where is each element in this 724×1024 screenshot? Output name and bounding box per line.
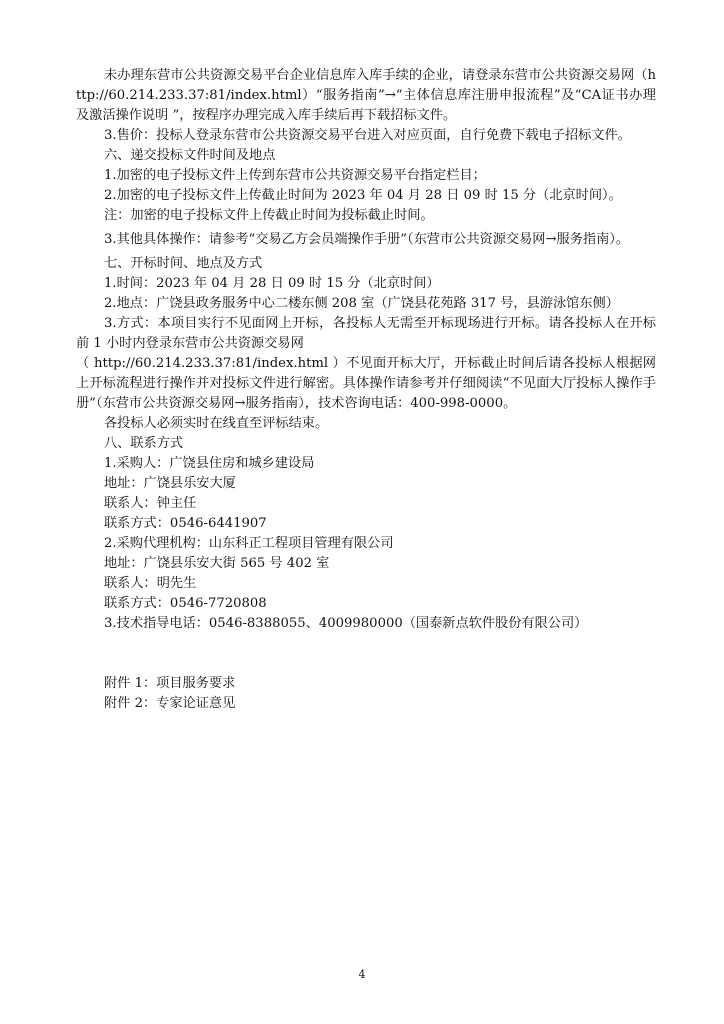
paragraph-opening-method: 3.方式：本项目实行不见面网上开标，各投标人无需至开标现场进行开标。请各投标人在开标前 1 小时内登录东营市公共资源交易网 (76, 316, 656, 351)
contact-technical-support: 3.技术指导电话：0546-8388055、4009980000（国泰新点软件股份有限公司） (104, 616, 588, 631)
paragraph-upload-deadline: 2.加密的电子投标文件上传截止时间为 2023 年 04 月 28 日 09 时 15 分（北京时间）。 (104, 188, 622, 203)
contact-agency: 2.采购代理机构：山东科正工程项目管理有限公司 (104, 536, 394, 551)
attachment-2: 附件 2：专家论证意见 (104, 696, 236, 711)
contact-agency-person: 联系人：明先生 (104, 576, 197, 591)
section-heading-7: 七、开标时间、地点及方式 (104, 256, 263, 271)
paragraph-online-requirement: 各投标人必须实时在线直至评标结束。 (104, 416, 329, 431)
section-heading-6: 六、递交投标文件时间及地点 (104, 148, 276, 163)
contact-purchaser: 1.采购人：广饶县住房和城乡建设局 (104, 456, 315, 471)
section-heading-8: 八、联系方式 (104, 436, 184, 451)
paragraph-registration-notice: 未办理东营市公共资源交易平台企业信息库入库手续的企业，请登录东营市公共资源交易网（http://60.214.233.37:81/index.html）“服务指南”→“主体信息库注册申报流程”及“CA证书办理及激活操作说明 ”，按程序办理完成入库手续后再下载招标文件。 (76, 68, 656, 123)
paragraph-deadline-note: 注：加密的电子投标文件上传截止时间为投标截止时间。 (104, 208, 434, 223)
attachment-1: 附件 1：项目服务要求 (104, 676, 236, 691)
paragraph-opening-location: 2.地点：广饶县政务服务中心二楼东侧 208 室（广饶县花苑路 317 号，县游泳馆东侧） (104, 296, 619, 311)
contact-agency-phone: 联系方式：0546-7720808 (104, 596, 267, 611)
paragraph-opening-time: 1.时间：2023 年 04 月 28 日 09 时 15 分（北京时间） (104, 276, 440, 291)
contact-purchaser-address: 地址：广饶县乐安大厦 (104, 476, 236, 491)
contact-purchaser-person: 联系人：钟主任 (104, 496, 197, 511)
paragraph-online-hall: （ http://60.214.233.37:81/index.html ）不见面开标大厅，开标截止时间后请各投标人根据网上开标流程进行操作并对投标文件进行解密。具体操作请参考并仔细阅读“不见面大厅投标人操作手册”（东营市公共资源交易网→服务指南），技术咨询电话：400-998-0000。 (76, 356, 656, 411)
paragraph-price: 3.售价：投标人登录东营市公共资源交易平台进入对应页面，自行免费下载电子招标文件。 (104, 128, 631, 143)
paragraph-other-operations: 3.其他具体操作：请参考“交易乙方会员端操作手册”（东营市公共资源交易网→服务指南）。 (104, 232, 630, 247)
page-number: 4 (358, 968, 366, 981)
document-body (76, 66, 656, 714)
contact-purchaser-phone: 联系方式：0546-6441907 (104, 516, 267, 531)
paragraph-upload-location: 1.加密的电子投标文件上传到东营市公共资源交易平台指定栏目； (104, 168, 486, 183)
contact-agency-address: 地址：广饶县乐安大街 565 号 402 室 (104, 556, 330, 571)
